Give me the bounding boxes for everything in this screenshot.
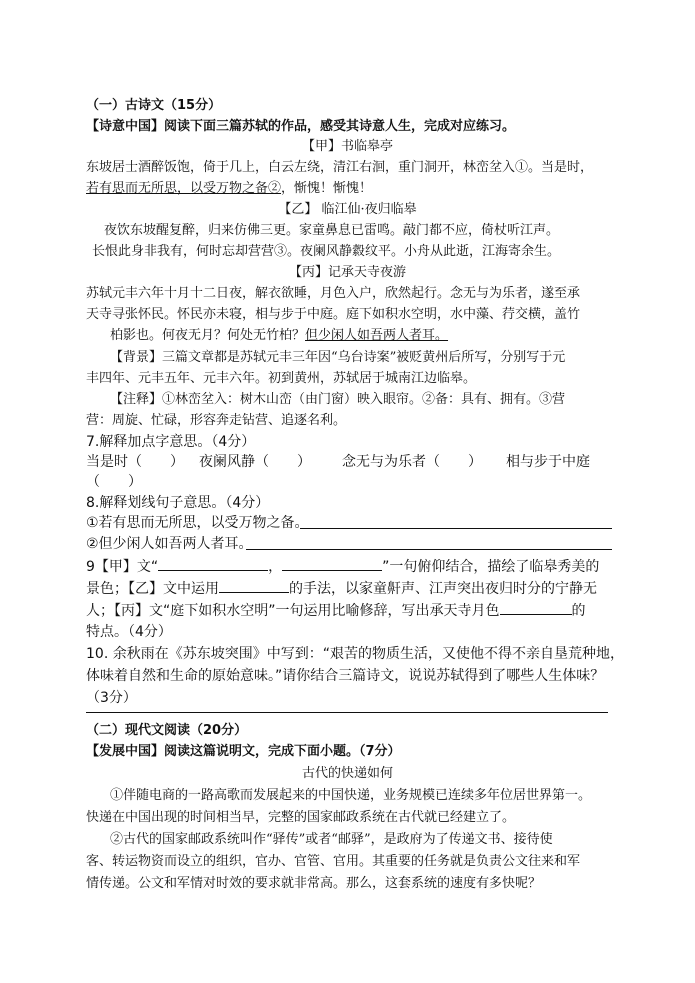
q10-line: 10. 余秋雨在《苏东坡突围》中写到：“艰苦的物质生活，又使他不得不亲自垦荒种地， [86,646,624,662]
q9-text: 的 [571,603,586,619]
q9-text: 景色；【乙】文中运用 [86,581,219,597]
q9-text: ”一句俯仰结合，描绘了临皋秀美的 [382,559,600,575]
text-jia-line [86,179,372,199]
q9-line [86,578,597,599]
q9-text: 9【甲】文“ [86,559,159,575]
article-line: 快递在中国出现的时间相当早，完整的国家邮政系统在古代就已经建立了。 [86,810,516,825]
text-jia-title: 【甲】书临皋亭 [301,139,393,154]
notes-line: 【注释】①林峦坌入：树木山峦（由门窗）映入眼帘。②备：具有、拥有。③营 [110,392,566,407]
q9-text: 人；【丙】文“庭下如积水空明”一句运用比喻修辞，写出承天寺月色 [86,603,500,619]
text-bing-line: 苏轼元丰六年十月十二日夜，解衣欲睡，月色入户，欣然起行。念无与为乐者，遂至承 [86,286,581,301]
section2-heading: （二）现代文阅读（20分） [86,723,248,738]
text-jia-fragment: ，惭愧！惭愧！ [281,181,373,196]
background-line: 【背景】三篇文章都是苏轼元丰三年因“乌台诗案”被贬黄州后所写，分别写于元 [110,350,566,365]
answer-line[interactable] [300,528,612,529]
underlined-sentence: 若有思而无所思，以受万物之备② [86,181,282,196]
answer-blank[interactable] [158,556,268,571]
underlined-sentence: 但少闲人如吾两人者耳。 [305,328,449,343]
text-bing-title: 【丙】记承天寺夜游 [288,265,406,280]
q7-item: 相与步于中庭 [506,454,590,470]
q10-line: 体味着自然和生命的原始意味。”请你结合三篇诗文，说说苏轼得到了哪些人生体味？ [86,668,605,684]
article-line: ①伴随电商的一路高歌而发展起来的中国快递，业务规模已连续多年位居世界第一。 [110,788,592,803]
background-line: 丰四年、元丰五年、元丰六年。初到黄州，苏轼居于城南江边临皋。 [86,371,477,386]
notes-line: 营：周旋、忙碌，形容奔走钻营、追逐名利。 [86,413,347,428]
answer-line[interactable] [246,549,612,550]
text-yi-line: 夜饮东坡醒复醉，归来仿佛三更。家童鼻息已雷鸣。敲门都不应，倚杖听江声。 [104,223,560,238]
article-title: 古代的快递如何 [301,766,393,781]
q7-item: （ ） [86,474,142,490]
answer-blank[interactable] [500,600,572,615]
q9-text: ， [268,559,283,575]
text-yi-line: 长恨此身非我有，何时忘却营营③。夜阑风静縠纹平。小舟从此逝，江海寄余生。 [92,244,561,259]
q9-line [86,600,586,621]
q9-line: 特点。（4分） [86,624,172,640]
answer-blank[interactable] [219,578,289,593]
section1-intro: 【诗意中国】阅读下面三篇苏轼的作品，感受其诗意人生，完成对应练习。 [86,119,516,134]
q8-item: ②但少闲人如吾两人者耳。 [86,536,253,552]
article-line: 情传递。公文和军情对时效的要求就非常高。那么，这套系统的速度有多快呢？ [86,876,542,891]
q7-item: 夜阑风静（ ） [199,454,311,470]
text-bing-fragment: 柏影也。何夜无月？何处无竹柏？ [110,328,306,343]
q7-stem: 7.解释加点字意思。（4分） [86,434,256,450]
article-line: 客、转运物资而设立的组织，官办、官管、官用。其重要的任务就是负责公文往来和军 [86,854,581,869]
text-jia-line: 东坡居士酒醉饭饱，倚于几上，白云左绕，清江右洄，重门洞开，林峦坌入①。当是时， [86,160,594,175]
text-yi-title: 【乙】 临江仙·夜归临皋 [278,202,417,217]
q9-line [86,556,599,577]
answer-line[interactable] [86,712,608,713]
text-bing-line: 天寺寻张怀民。怀民亦未寝，相与步于中庭。庭下如积水空明，水中藻、荇交横，盖竹 [86,307,581,322]
q7-item: 念无与为乐者（ ） [342,454,482,470]
section2-intro: 【发展中国】阅读这篇说明文，完成下面小题。（7分） [86,744,401,759]
q10-line: （3分） [86,690,137,706]
answer-blank[interactable] [282,556,382,571]
article-line: ②古代的国家邮政系统叫作“驿传”或者“邮驿”，是政府为了传递文书、接待使 [110,832,553,847]
q8-stem: 8.解释划线句子意思。（4分） [86,495,270,511]
q7-item: 当是时（ ） [86,454,184,470]
text-bing-line [110,326,448,346]
section1-heading: （一）古诗文（15分） [86,98,222,113]
q9-text: 的手法，以家童鼾声、江声突出夜归时分的宁静无 [289,581,597,597]
q8-item: ①若有思而无所思，以受万物之备。 [86,515,309,531]
